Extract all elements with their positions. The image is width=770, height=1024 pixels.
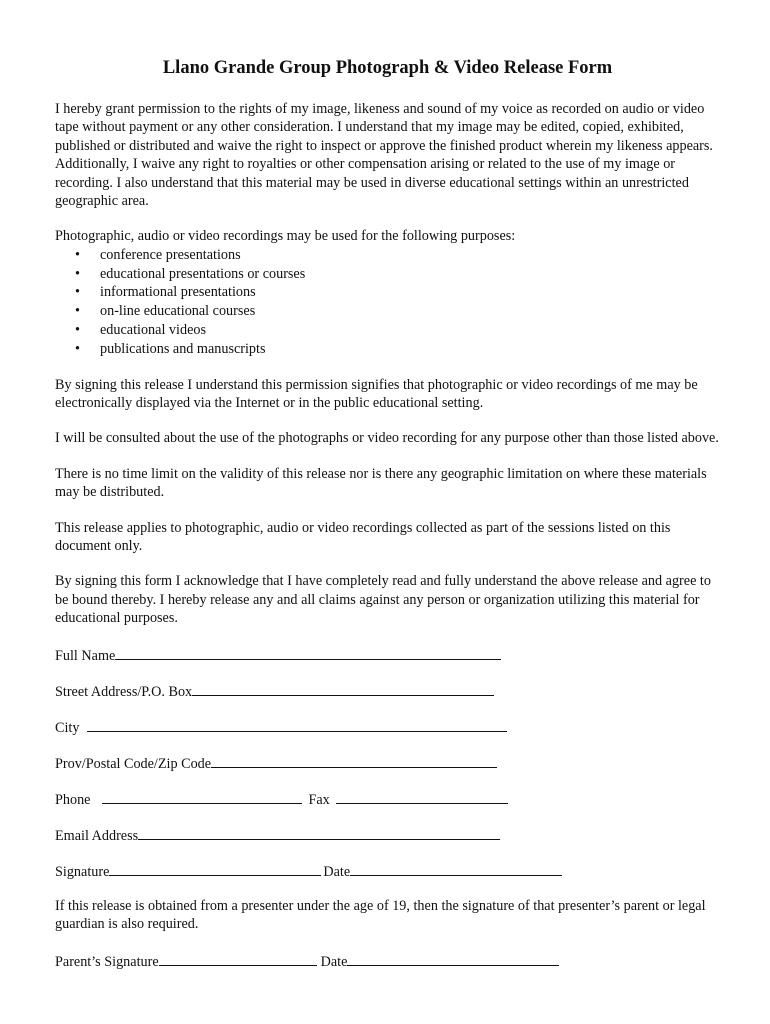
email-field[interactable] — [138, 825, 500, 840]
bullet-icon: • — [75, 284, 80, 301]
form-fields — [55, 645, 720, 897]
signature-label: Signature — [55, 863, 110, 880]
phone-label: Phone — [55, 791, 91, 808]
full-name-row — [55, 645, 720, 681]
bullet-icon: • — [75, 246, 80, 263]
city-label: City — [55, 719, 80, 736]
parent-signature-field[interactable] — [159, 951, 317, 966]
phone-fax-row — [55, 789, 720, 825]
bullet-icon: • — [75, 265, 80, 282]
list-item — [55, 283, 720, 302]
purpose-text: educational presentations or courses — [100, 265, 306, 282]
postal-code-label: Prov/Postal Code/Zip Code — [55, 755, 212, 772]
acknowledgement-paragraph: By signing this form I acknowledge that I have completely read and fully understand the above release and agree to be bound thereby. I hereby release any and all claims against any person or organization utilizing this material for educational purposes. — [55, 573, 711, 627]
city-field[interactable] — [87, 717, 507, 732]
fax-label: Fax — [308, 791, 330, 808]
signature-field[interactable] — [109, 861, 321, 876]
purpose-text: conference presentations — [100, 246, 241, 263]
street-address-field[interactable] — [192, 681, 494, 696]
date-label: Date — [323, 863, 351, 880]
bullet-icon: • — [75, 322, 80, 339]
parent-signature-row — [55, 951, 720, 987]
postal-code-field[interactable] — [211, 753, 497, 768]
intro-paragraph: I hereby grant permission to the rights of my image, likeness and sound of my voice as recorded on audio or video tape without payment or any other consideration. I understand that my image may be edited, copied, exhibited, published or distributed and waive the right to inspect or approve the finished product wherein my likeness appears. Additionally, I waive any right to royalties or other compensation arising or related to the use of my image or recording. I also understand that this material may be used in diverse educational settings within an unrestricted geographic area. — [55, 101, 713, 210]
display-consent-paragraph: By signing this release I understand this permission signifies that photographic or video recordings of me may be electronically displayed via the Internet or in the public educational setting. — [55, 376, 698, 412]
purpose-text: publications and manuscripts — [100, 340, 266, 357]
page-title: Llano Grande Group Photograph & Video Release Form — [162, 58, 613, 78]
scope-paragraph: This release applies to photographic, audio or video recordings collected as part of the sessions listed on this document only. — [55, 519, 671, 555]
email-row — [55, 825, 720, 861]
postal-code-row — [55, 753, 720, 789]
time-limit-paragraph: There is no time limit on the validity of this release nor is there any geographic limitation on where these materials may be distributed. — [55, 465, 707, 501]
list-item — [55, 340, 720, 359]
phone-field[interactable] — [102, 789, 302, 804]
list-item — [55, 265, 720, 284]
parent-date-label: Date — [320, 953, 348, 970]
city-row — [55, 717, 720, 753]
signature-row — [55, 861, 720, 897]
bullet-icon: • — [75, 303, 80, 320]
list-item — [55, 321, 720, 340]
purpose-text: on-line educational courses — [100, 303, 256, 320]
purpose-text: informational presentations — [100, 284, 256, 301]
consultation-paragraph: I will be consulted about the use of the photographs or video recording for any purpose other than those listed above. — [55, 430, 719, 447]
full-name-field[interactable] — [115, 645, 501, 660]
parent-signature-label: Parent’s Signature — [55, 953, 159, 970]
list-item — [55, 302, 720, 321]
date-field[interactable] — [350, 861, 562, 876]
purposes-intro: Photographic, audio or video recordings may be used for the following purposes: — [55, 228, 516, 245]
street-address-row — [55, 681, 720, 717]
release-form-page — [55, 56, 720, 987]
purpose-text: educational videos — [100, 322, 206, 339]
street-address-label: Street Address/P.O. Box — [55, 683, 193, 700]
bullet-icon: • — [75, 340, 80, 357]
full-name-label: Full Name — [55, 647, 116, 664]
fax-field[interactable] — [336, 789, 508, 804]
email-label: Email Address — [55, 827, 139, 844]
purposes-list — [55, 246, 720, 359]
minor-note-paragraph: If this release is obtained from a presenter under the age of 19, then the signature of that presenter’s parent or legal guardian is also required. — [55, 897, 706, 933]
list-item — [55, 246, 720, 265]
parent-date-field[interactable] — [347, 951, 559, 966]
